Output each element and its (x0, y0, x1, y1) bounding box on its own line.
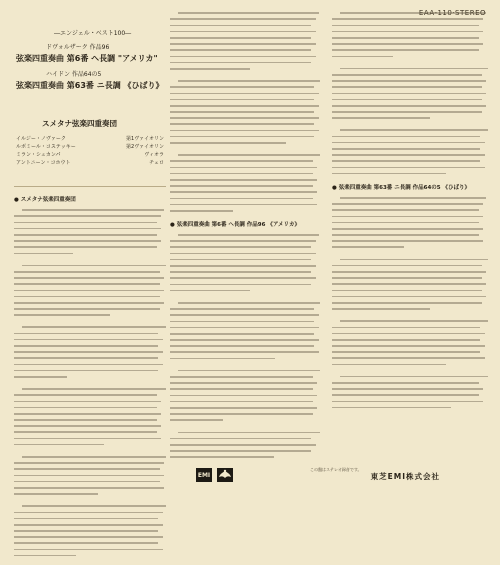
essay-paragraph (170, 429, 320, 460)
essay-paragraph (332, 374, 488, 411)
text-line (170, 140, 320, 146)
text-line (170, 66, 320, 72)
essay-paragraph (170, 232, 320, 294)
section-heading-ensemble: ● スメタナ弦楽四重奏団 (14, 197, 76, 203)
text-line (332, 405, 488, 411)
text-line (14, 553, 166, 559)
work-title-haydn: 弦楽四重奏曲 第63番 ニ長調 《ひばり》 (16, 81, 164, 90)
performer-role: 第1ヴァイオリン (126, 136, 164, 142)
essay-paragraph (14, 503, 166, 559)
performer-row (16, 151, 164, 159)
performer-role: 第2ヴァイオリン (126, 144, 164, 150)
performer-role: ヴィオラ (144, 152, 164, 158)
essay-body (170, 10, 320, 214)
performer-name: アントニーン・コホウト (16, 160, 71, 166)
work-title-dvorak: 弦楽四重奏曲 第6番 ヘ長調 "アメリカ" (16, 54, 158, 63)
text-line (14, 442, 166, 448)
essay-paragraph (332, 127, 488, 177)
manufacturer-name: 東芝EMI株式会社 (370, 472, 440, 481)
column-right (332, 10, 488, 417)
composer-dvorak: ドヴォルザーク 作品96 (46, 44, 110, 51)
text-line (170, 208, 320, 214)
essay-paragraph (332, 10, 488, 60)
emi-logo-icon: EMI (196, 468, 212, 482)
ensemble-name: スメタナ弦楽四重奏団 (42, 119, 117, 128)
column-left (14, 195, 166, 565)
essay-paragraph (170, 300, 320, 362)
text-line (332, 171, 488, 177)
essay-paragraph (14, 386, 166, 448)
catalog-number: EAA-110·STEREO (418, 9, 486, 17)
text-line (170, 355, 320, 361)
text-line (332, 244, 488, 250)
essay-body (332, 10, 488, 177)
angel-logo-icon (217, 468, 233, 482)
text-line (332, 306, 488, 312)
text-line (332, 115, 488, 121)
essay-paragraph (170, 10, 320, 72)
performer-row (16, 135, 164, 143)
text-line (332, 53, 488, 59)
essay-paragraph (170, 368, 320, 424)
performer-name: ルボミール・コステッキー (16, 144, 76, 150)
essay-paragraph (170, 152, 320, 214)
program-block (16, 28, 166, 91)
section-heading-dvorak: ● 弦楽四重奏曲 第6番 ヘ長調 作品96 《アメリカ》 (170, 221, 300, 228)
performer-row (16, 143, 164, 151)
text-line (14, 374, 166, 380)
text-line (170, 417, 320, 423)
text-line (170, 288, 320, 294)
essay-paragraph (14, 207, 166, 257)
essay-paragraph (332, 66, 488, 122)
essay-paragraph (14, 263, 166, 319)
text-line (170, 454, 320, 460)
performer-role: チェロ (149, 160, 164, 166)
series-title: ―エンジェル・ベスト100― (54, 30, 132, 37)
section-heading-haydn: ● 弦楽四重奏曲 第63番 ニ長調 作品64の5 《ひばり》 (332, 184, 471, 191)
label-logos (196, 468, 233, 482)
essay-paragraph (14, 324, 166, 380)
composer-haydn: ハイドン 作品64の5 (46, 71, 102, 78)
essay-paragraph (14, 454, 166, 497)
column-middle (170, 10, 320, 466)
label-note: この盤はステレオ録音です。 (310, 467, 362, 472)
divider (14, 186, 166, 187)
text-line (14, 250, 166, 256)
performer-row (16, 159, 164, 167)
essay-body (14, 207, 166, 559)
essay-paragraph (332, 256, 488, 312)
text-line (14, 312, 166, 318)
essay-paragraph (170, 78, 320, 146)
text-line (332, 361, 488, 367)
essay-paragraph (332, 318, 488, 368)
essay-body (332, 195, 488, 411)
performers-block (16, 118, 164, 167)
performer-name: ミラン・シュカンパ (16, 152, 61, 158)
essay-paragraph (332, 195, 488, 251)
performer-name: イルジー・ノヴァーク (16, 136, 66, 142)
essay-body (170, 232, 320, 460)
